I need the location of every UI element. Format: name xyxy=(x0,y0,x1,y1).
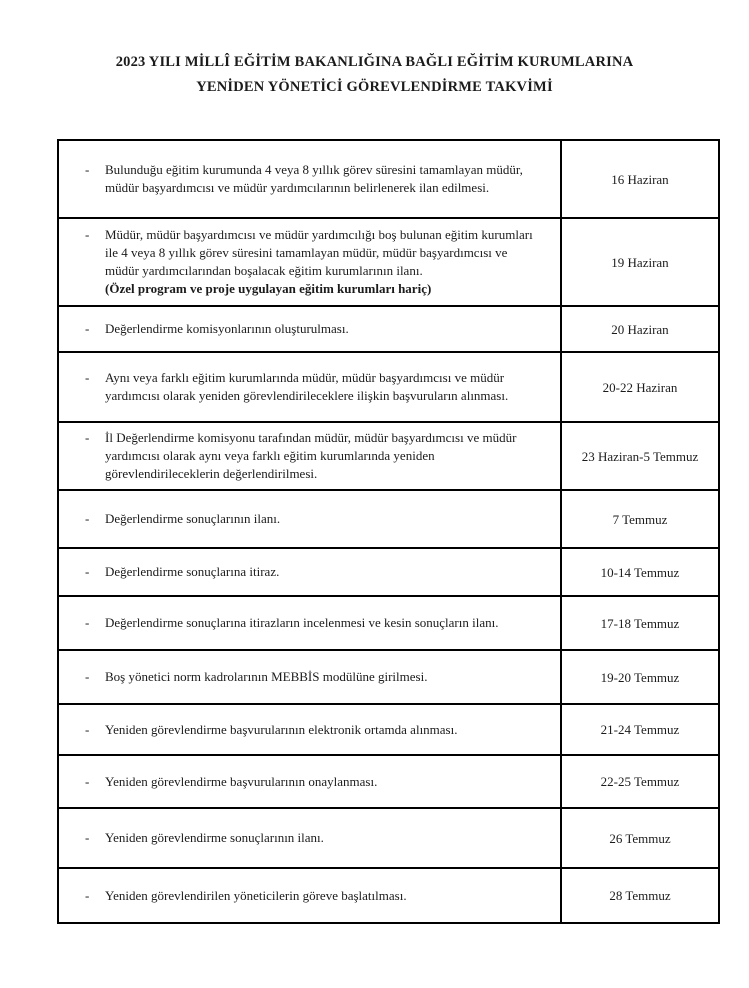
activity-text-block xyxy=(105,668,544,686)
bullet-dash: - xyxy=(85,773,90,789)
activity-text-block xyxy=(105,773,544,791)
date-cell: 7 Temmuz xyxy=(612,511,668,527)
activity-cell xyxy=(59,307,562,351)
table-row xyxy=(59,649,718,703)
bullet-dash: - xyxy=(85,669,90,684)
activity-inner xyxy=(59,369,544,405)
table-row xyxy=(59,547,718,595)
activity-text: Değerlendirme sonuçlarına itiraz. xyxy=(105,564,280,579)
activity-inner xyxy=(59,429,544,483)
date-cell: 26 Temmuz xyxy=(609,830,671,846)
activity-cell xyxy=(59,491,562,547)
activity-text: Bulunduğu eğitim kurumunda 4 veya 8 yıllık görev süresini tamamlayan müdür, müdür başyardımcısı ve müdür yardımcılarının belirlenerek ilan edilmesi. xyxy=(105,162,523,195)
activity-text: Yeniden görevlendirme başvurularının onaylanması. xyxy=(105,773,378,789)
activity-text: Değerlendirme komisyonlarının oluşturulması. xyxy=(105,321,349,336)
date-cell: 17-18 Temmuz xyxy=(600,615,680,631)
activity-inner xyxy=(59,773,544,791)
activity-text: Değerlendirme sonuçlarına itirazların incelenmesi ve kesin sonuçların ilanı. xyxy=(105,615,499,630)
table-row xyxy=(59,217,718,305)
bullet-dash: - xyxy=(85,227,90,242)
activity-text-block xyxy=(105,829,544,847)
table-row xyxy=(59,703,718,754)
activity-text-block xyxy=(105,161,544,197)
bullet-dash: - xyxy=(85,830,90,845)
activity-inner xyxy=(59,510,544,528)
activity-inner xyxy=(59,226,544,298)
table-row xyxy=(59,421,718,489)
bullet-dash: - xyxy=(85,162,90,177)
activity-text: Boş yönetici norm kadrolarının MEBBİS modülüne girilmesi. xyxy=(105,669,428,684)
activity-cell xyxy=(59,597,562,649)
activity-cell xyxy=(59,423,562,489)
activity-text: Değerlendirme sonuçlarının ilanı. xyxy=(105,511,281,526)
table-row xyxy=(59,305,718,351)
activity-text: Müdür, müdür başyardımcısı ve müdür yardımcılığı boş bulunan eğitim kurumları ile 4 veya 8 yıllık görev süresini tamamlayan müdür, müdür başyardımcısı ve müdür yardımcılarından boşalacak eğitim kurumlarının ilanı. xyxy=(105,227,533,278)
bullet-dash: - xyxy=(85,430,90,445)
bullet-dash: - xyxy=(85,370,90,385)
date-cell: 16 Haziran xyxy=(611,171,669,187)
date-cell: 22-25 Temmuz xyxy=(600,774,680,789)
activity-text-block xyxy=(105,614,544,632)
activity-text-block xyxy=(105,320,544,338)
activity-text-block xyxy=(105,887,544,905)
schedule-table xyxy=(57,139,720,924)
date-cell: 10-14 Temmuz xyxy=(600,564,680,580)
activity-inner xyxy=(59,614,544,632)
activity-text: Yeniden görevlendirme başvurularının elektronik ortamda alınması. xyxy=(105,721,458,737)
activity-text-block xyxy=(105,721,544,739)
date-cell: 21-24 Temmuz xyxy=(600,722,680,737)
activity-inner xyxy=(59,829,544,847)
date-cell: 20 Haziran xyxy=(611,321,669,337)
bullet-dash: - xyxy=(85,511,90,526)
activity-inner xyxy=(59,887,544,905)
activity-cell xyxy=(59,809,562,867)
table-row xyxy=(59,807,718,867)
document-title-line2: YENİDEN YÖNETİCİ GÖREVLENDİRME TAKVİMİ xyxy=(196,79,553,95)
activity-cell xyxy=(59,353,562,421)
activity-cell xyxy=(59,705,562,754)
activity-text-block xyxy=(105,563,544,581)
activity-text: Aynı veya farklı eğitim kurumlarında müdür, müdür başyardımcısı ve müdür yardımcısı olarak yeniden görevlendirileceklere ilişkin başvuruların alınması. xyxy=(105,370,509,403)
table-row xyxy=(59,595,718,649)
date-cell: 20-22 Haziran xyxy=(602,379,678,395)
activity-cell xyxy=(59,651,562,703)
table-row xyxy=(59,351,718,421)
activity-text: Yeniden görevlendirme sonuçlarının ilanı. xyxy=(105,830,324,845)
table-row xyxy=(59,141,718,217)
date-cell: 19-20 Temmuz xyxy=(600,669,680,685)
activity-cell xyxy=(59,549,562,595)
date-cell: 19 Haziran xyxy=(611,254,669,270)
activity-inner xyxy=(59,161,544,197)
table-row xyxy=(59,489,718,547)
table-row xyxy=(59,754,718,807)
activity-cell xyxy=(59,141,562,217)
activity-cell xyxy=(59,756,562,807)
bullet-dash: - xyxy=(85,321,90,336)
activity-inner xyxy=(59,320,544,338)
document-title-line1: 2023 YILI MİLLÎ EĞİTİM BAKANLIĞINA BAĞLI EĞİTİM KURUMLARINA xyxy=(115,54,634,70)
activity-inner xyxy=(59,721,544,739)
activity-text-block xyxy=(105,369,544,405)
document-title xyxy=(0,0,749,100)
bullet-dash: - xyxy=(85,887,90,903)
activity-text: İl Değerlendirme komisyonu tarafından müdür, müdür başyardımcısı ve müdür yardımcısı olarak aynı veya farklı eğitim kurumlarında yeniden görevlendirileceklerin değerlendirilmesi. xyxy=(105,430,517,481)
activity-cell xyxy=(59,219,562,305)
activity-text-block xyxy=(105,226,544,298)
activity-text-block xyxy=(105,429,544,483)
activity-text-block xyxy=(105,510,544,528)
table-row xyxy=(59,867,718,922)
activity-cell xyxy=(59,869,562,922)
bullet-dash: - xyxy=(85,615,90,630)
bullet-dash: - xyxy=(85,564,90,579)
activity-bold-note: (Özel program ve proje uygulayan eğitim kurumları hariç) xyxy=(105,281,432,296)
activity-text: Yeniden görevlendirilen yöneticilerin göreve başlatılması. xyxy=(105,887,407,903)
activity-inner xyxy=(59,563,544,581)
date-cell: 23 Haziran-5 Temmuz xyxy=(581,448,699,464)
bullet-dash: - xyxy=(85,721,90,737)
activity-inner xyxy=(59,668,544,686)
date-cell: 28 Temmuz xyxy=(609,888,671,903)
